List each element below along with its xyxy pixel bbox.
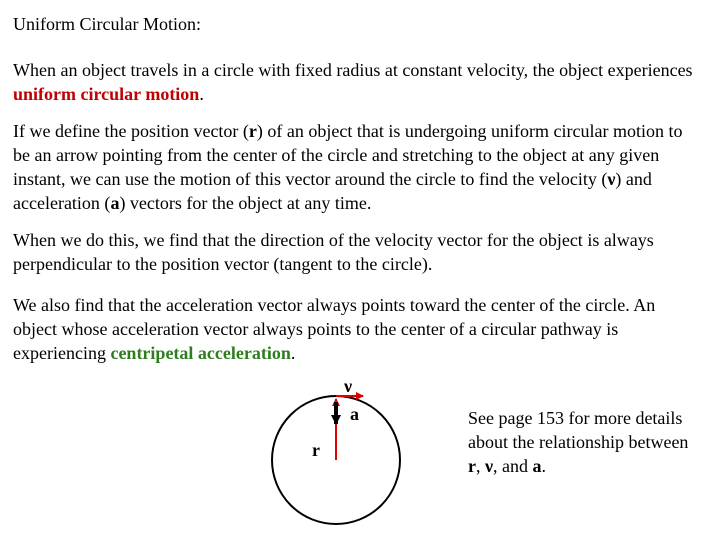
symbol-v: ν — [485, 456, 494, 476]
text: , and — [493, 456, 533, 476]
label-v: ν — [344, 376, 353, 396]
text: . — [199, 84, 204, 104]
text: . — [541, 456, 547, 476]
text: . — [290, 343, 296, 363]
paragraph-acceleration — [13, 293, 703, 365]
paragraph-definition — [13, 58, 703, 106]
text: ) vectors for the object at any time. — [119, 193, 372, 213]
symbol-r: r — [468, 456, 476, 476]
symbol-v: ν — [607, 169, 616, 189]
text: , — [476, 456, 485, 476]
paragraph-velocity-direction: When we do this, we find that the direction of the velocity vector for the object is always perpendicular to the position vector (tangent to the circle). — [13, 230, 654, 274]
paragraph-position-vector — [13, 119, 703, 215]
text: If we define the position vector ( — [13, 121, 249, 141]
text: ) and acceleration ( — [13, 169, 652, 213]
circular-motion-diagram — [260, 372, 430, 538]
symbol-a: a — [532, 456, 542, 476]
text: ) of an object that is undergoing uniform circular motion to be an arrow pointing from the center of the circle and stretching to the object at any given instant, we can use the motion of this vector around the circle to find the velocity ( — [13, 121, 683, 189]
side-note — [468, 406, 698, 478]
symbol-r: r — [248, 121, 257, 141]
page-title: Uniform Circular Motion: — [13, 14, 201, 34]
text: See page 153 for more details about the relationship between — [468, 408, 689, 452]
text: We also find that the acceleration vector always points toward the center of the circle. An object whose acceleration vector always points to the center of a circular pathway is experiencing — [13, 295, 656, 363]
label-r: r — [312, 440, 320, 460]
term-uniform-circular-motion: uniform circular motion — [13, 84, 200, 104]
text: When an object travels in a circle with fixed radius at constant velocity, the object experiences — [13, 60, 693, 80]
term-centripetal-acceleration: centripetal acceleration — [110, 343, 291, 363]
label-a: a — [350, 404, 359, 424]
symbol-a: a — [110, 193, 120, 213]
